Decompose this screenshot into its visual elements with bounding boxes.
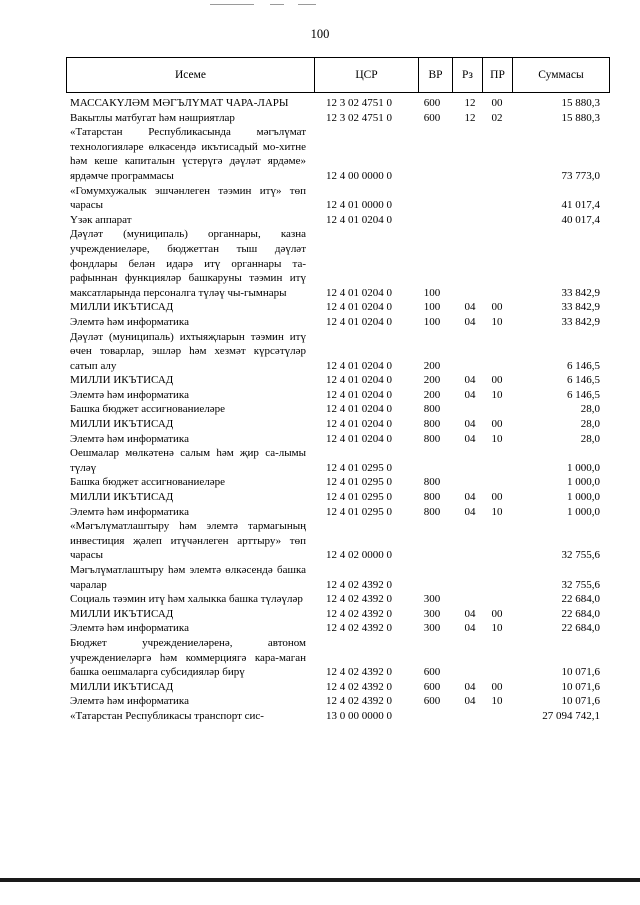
row-csr: 12 4 01 0295 0	[326, 461, 392, 474]
row-pr: 10	[491, 315, 503, 328]
row-csr: 12 4 02 4392 0	[326, 680, 392, 693]
row-name: Дәүләт (муниципаль) органнары, казна учреждениеләре, бюджеттан тыш дәүләт фондлары белән идарә итү органнары та-рафыннан функцияләр башкаруны тәэмин итү максатларында персоналга түләү чы-гымнары	[70, 228, 306, 299]
row-rz: 04	[464, 607, 476, 620]
row-csr: 12 4 01 0295 0	[326, 476, 392, 489]
row-pr: 10	[491, 432, 503, 445]
row-vr: 600	[423, 680, 441, 693]
row-name: Дәүләт (муниципаль) ихтыяҗларын тәэмин итү өчен товарлар, эшләр һәм хезмәт күрсәтүләр сатып алу	[70, 330, 306, 372]
row-sum: 28,0	[580, 418, 600, 431]
row-sum: 22 684,0	[561, 622, 600, 635]
row-sum: 33 842,9	[561, 286, 600, 299]
row-sum: 28,0	[580, 403, 600, 416]
row-name: Мәгълүматлаштыру һәм элемтә өлкәсендә башка чаралар	[70, 564, 306, 591]
table-row	[0, 592, 640, 607]
table-row	[0, 373, 640, 388]
row-name: Элемтә һәм информатика	[70, 315, 189, 328]
row-name: Элемтә һәм информатика	[70, 505, 189, 518]
row-rz: 04	[464, 695, 476, 708]
row-sum: 32 755,6	[561, 578, 600, 591]
row-rz: 12	[464, 111, 476, 124]
row-name: «Татарстан Республикасында мәгълүмат технологияләре өлкәсендә икътисадый мо-хитне һәм кеше капиталын үстерүгә дәүләт ярдәме» ярдәмче программасы	[70, 126, 306, 182]
row-pr: 00	[491, 301, 503, 314]
row-rz: 04	[464, 622, 476, 635]
row-vr: 300	[423, 593, 441, 606]
row-csr: 12 4 01 0204 0	[326, 315, 392, 328]
table-row	[0, 563, 640, 592]
row-rz: 04	[464, 680, 476, 693]
row-sum: 1 000,0	[567, 476, 600, 489]
row-csr: 12 4 02 4392 0	[326, 622, 392, 635]
row-csr: 12 4 00 0000 0	[326, 169, 392, 182]
row-sum: 1 000,0	[567, 505, 600, 518]
row-vr: 800	[423, 432, 441, 445]
row-name: Социаль тәэмин итү һәм халыкка башка түләүләр	[70, 593, 303, 606]
row-sum: 41 017,4	[561, 199, 600, 212]
table-row	[0, 519, 640, 563]
header-pr: ПР	[490, 69, 505, 81]
row-pr: 10	[491, 695, 503, 708]
table-row	[0, 607, 640, 622]
table-row	[0, 680, 640, 695]
row-sum: 6 146,5	[567, 359, 600, 372]
row-name: Элемтә һәм информатика	[70, 695, 189, 708]
page-number: 100	[310, 27, 330, 41]
table-row	[0, 96, 640, 111]
row-name: «Мәгълүматлаштыру һәм элемтә тармагының инвестиция җәлеп итүчәнлеген арттыру» төп чарасы	[70, 520, 306, 562]
row-sum: 32 755,6	[561, 549, 600, 562]
row-name: Үзәк аппарат	[70, 213, 132, 226]
row-name: Бюджет учреждениеләренә, автоном учреждениеләргә һәм коммерциягә кара-маган башка оешмаларга субсидияләр бирү	[70, 636, 306, 679]
row-vr: 100	[423, 315, 441, 328]
row-rz: 04	[464, 301, 476, 314]
header-vr: ВР	[428, 69, 443, 81]
row-sum: 40 017,4	[561, 213, 600, 226]
header-name: Исеме	[174, 69, 207, 81]
row-csr: 12 4 01 0204 0	[326, 301, 392, 314]
row-sum: 6 146,5	[567, 388, 600, 401]
row-sum: 15 880,3	[561, 97, 600, 109]
table-row	[0, 213, 640, 228]
row-pr: 00	[491, 97, 503, 109]
row-vr: 800	[423, 418, 441, 431]
table-row	[0, 636, 640, 680]
row-name: «Татарстан Республикасы транспорт сис-	[70, 709, 264, 722]
table-row	[0, 709, 640, 724]
table-row	[0, 111, 640, 126]
table-row	[0, 300, 640, 315]
row-name: МИЛЛИ ИКЪТИСАД	[70, 491, 174, 504]
row-vr: 800	[423, 476, 441, 489]
row-pr: 00	[491, 491, 503, 504]
row-vr: 300	[423, 607, 441, 620]
row-csr: 12 4 01 0204 0	[326, 213, 392, 226]
header-csr: ЦСР	[355, 69, 378, 81]
row-vr: 600	[423, 111, 441, 124]
row-vr: 800	[423, 491, 441, 504]
row-sum: 33 842,9	[561, 301, 600, 314]
table-row	[0, 315, 640, 330]
row-vr: 200	[423, 359, 441, 372]
row-name: Элемтә һәм информатика	[70, 622, 189, 635]
header-sum: Суммасы	[538, 69, 584, 81]
table-row	[0, 694, 640, 709]
table-row	[0, 417, 640, 432]
row-name: Башка бюджет ассигнованиеләре	[70, 476, 225, 489]
row-name: Вакытлы матбугат һәм нәшриятлар	[70, 111, 235, 124]
row-sum: 10 071,6	[561, 680, 600, 693]
row-sum: 6 146,5	[567, 374, 600, 387]
table-row	[0, 432, 640, 447]
row-sum: 10 071,6	[561, 666, 600, 679]
row-name: МИЛЛИ ИКЪТИСАД	[70, 418, 174, 431]
row-csr: 12 4 01 0295 0	[326, 505, 392, 518]
row-pr: 02	[491, 111, 503, 124]
row-pr: 10	[491, 388, 503, 401]
row-csr: 13 0 00 0000 0	[326, 709, 392, 722]
row-vr: 800	[423, 403, 441, 416]
row-pr: 10	[491, 505, 503, 518]
row-csr: 12 4 02 0000 0	[326, 549, 392, 562]
row-rz: 04	[464, 374, 476, 387]
row-csr: 12 4 01 0204 0	[326, 418, 392, 431]
row-name: МИЛЛИ ИКЪТИСАД	[70, 607, 174, 620]
row-vr: 800	[423, 505, 441, 518]
row-rz: 04	[464, 505, 476, 518]
row-name: МАССАКҮЛӘМ МӘГЪЛҮМАТ ЧАРА-ЛАРЫ	[70, 97, 289, 109]
row-csr: 12 4 01 0204 0	[326, 359, 392, 372]
row-name: МИЛЛИ ИКЪТИСАД	[70, 374, 174, 387]
table-row	[0, 446, 640, 475]
row-sum: 15 880,3	[561, 111, 600, 124]
row-vr: 200	[423, 388, 441, 401]
row-sum: 1 000,0	[567, 461, 600, 474]
table-header	[66, 57, 610, 93]
row-csr: 12 4 01 0295 0	[326, 491, 392, 504]
row-sum: 22 684,0	[561, 607, 600, 620]
row-name: Башка бюджет ассигнованиеләре	[70, 403, 225, 416]
row-name: Элемтә һәм информатика	[70, 388, 189, 401]
row-name: Элемтә һәм информатика	[70, 432, 189, 445]
row-rz: 04	[464, 388, 476, 401]
row-rz: 04	[464, 418, 476, 431]
table-row	[0, 125, 640, 183]
header-rz: Рз	[462, 69, 473, 81]
row-vr: 600	[423, 695, 441, 708]
table-row	[0, 227, 640, 300]
row-pr: 00	[491, 680, 503, 693]
row-vr: 300	[423, 622, 441, 635]
row-csr: 12 4 02 4392 0	[326, 593, 392, 606]
table-row	[0, 505, 640, 520]
scan-edge-bottom	[0, 878, 640, 882]
row-sum: 73 773,0	[561, 169, 600, 182]
row-sum: 28,0	[580, 432, 600, 445]
row-csr: 12 4 01 0000 0	[326, 199, 392, 212]
row-sum: 10 071,6	[561, 695, 600, 708]
row-csr: 12 4 01 0204 0	[326, 286, 392, 299]
row-csr: 12 4 01 0204 0	[326, 403, 392, 416]
row-sum: 33 842,9	[561, 315, 600, 328]
row-name: МИЛЛИ ИКЪТИСАД	[70, 680, 174, 693]
table-row	[0, 490, 640, 505]
row-csr: 12 4 02 4392 0	[326, 666, 392, 679]
table-row	[0, 402, 640, 417]
row-csr: 12 4 01 0204 0	[326, 374, 392, 387]
row-pr: 00	[491, 374, 503, 387]
table-row	[0, 388, 640, 403]
table-row	[0, 184, 640, 213]
row-rz: 04	[464, 491, 476, 504]
row-pr: 10	[491, 622, 503, 635]
row-csr: 12 4 02 4392 0	[326, 695, 392, 708]
row-rz: 04	[464, 315, 476, 328]
row-rz: 12	[464, 97, 476, 109]
row-pr: 00	[491, 607, 503, 620]
row-sum: 22 684,0	[561, 593, 600, 606]
row-pr: 00	[491, 418, 503, 431]
table-row	[0, 621, 640, 636]
row-vr: 100	[423, 301, 441, 314]
row-vr: 600	[423, 97, 441, 109]
table-body	[0, 96, 640, 724]
row-name: МИЛЛИ ИКЪТИСАД	[70, 301, 174, 314]
row-vr: 600	[423, 666, 441, 679]
row-vr: 100	[423, 286, 441, 299]
row-csr: 12 4 01 0204 0	[326, 432, 392, 445]
row-name: «Гомумхужалык эшчәнлеген тәэмин итү» төп чарасы	[70, 184, 306, 212]
table-row	[0, 475, 640, 490]
scan-edge-top	[0, 4, 640, 5]
row-name: Оешмалар мөлкәтенә салым һәм җир са-лымы түләү	[70, 447, 306, 474]
row-csr: 12 4 02 4392 0	[326, 578, 392, 591]
table-row	[0, 330, 640, 374]
row-sum: 27 094 742,1	[542, 709, 600, 722]
row-sum: 1 000,0	[567, 491, 600, 504]
row-csr: 12 3 02 4751 0	[326, 111, 392, 124]
row-vr: 200	[423, 374, 441, 387]
row-csr: 12 4 02 4392 0	[326, 607, 392, 620]
row-csr: 12 3 02 4751 0	[326, 97, 392, 109]
row-rz: 04	[464, 432, 476, 445]
row-csr: 12 4 01 0204 0	[326, 388, 392, 401]
